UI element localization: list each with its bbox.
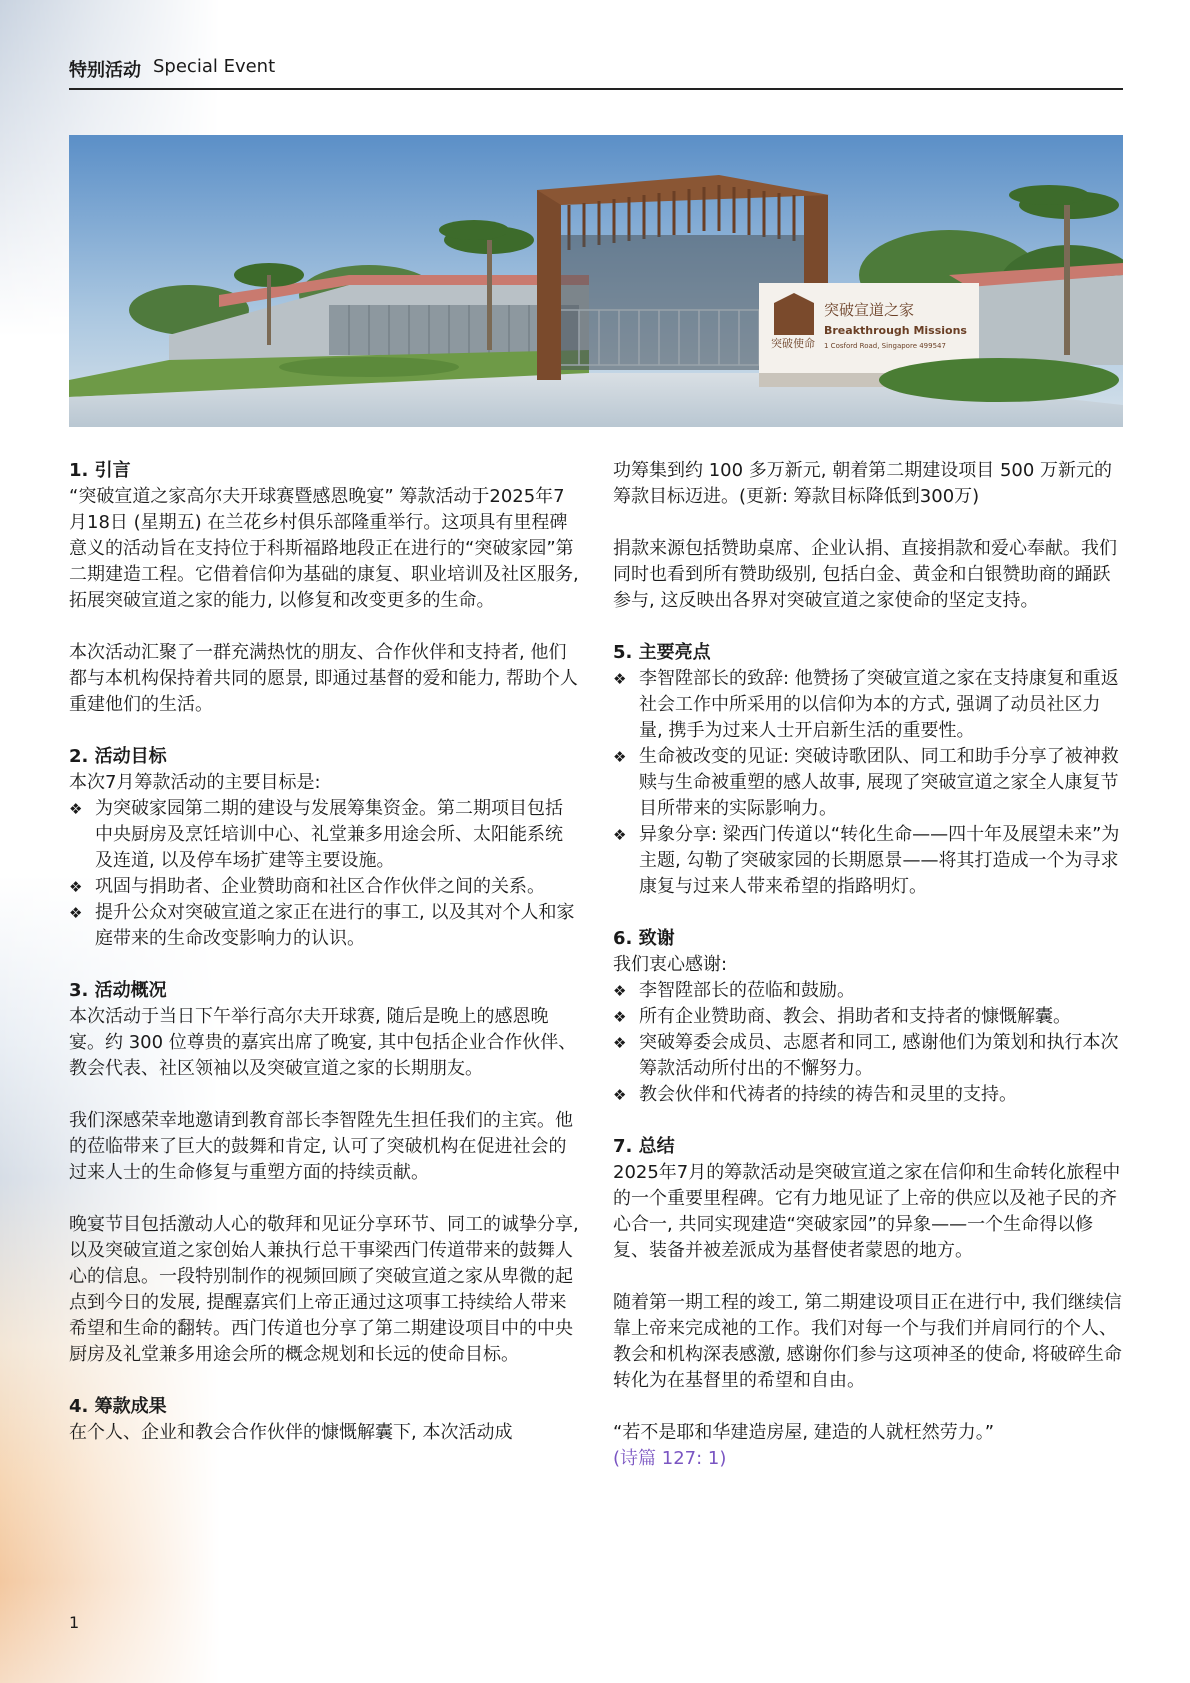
list-item [613,666,1123,744]
list-item [69,796,579,874]
section-1-paragraph-2: 本次活动汇聚了一群充满热忱的朋友、合作伙伴和支持者, 他们都与本机构保持着共同的愿景, 即通过基督的爱和能力, 帮助个人重建他们的生活。 [69,642,578,715]
section-6-intro: 我们衷心感谢: [613,954,728,975]
section-3-paragraph-3: 晚宴节目包括激动人心的敬拜和见证分享环节、同工的诚挚分享, 以及突破宣道之家创始人兼执行总干事梁西门传道带来的鼓舞人心的信息。一段特别制作的视频回顾了突破宣道之家从卑微的起点到今日的发展, 提醒嘉宾们上帝正通过这项事工持续给人带来希望和生命的翻转。西门传道也分享了第二期建设项目中的中央厨房及礼堂兼多用途会所的概念规划和长远的使命目标。 [69,1214,579,1365]
section-1-title: 1. 引言 [69,460,131,481]
diamond-bullet-icon: ❖ [613,982,627,1000]
list-item-text: 所有企业赞助商、教会、捐助者和支持者的慷慨解囊。 [639,1006,1071,1027]
diamond-bullet-icon: ❖ [613,1008,627,1026]
list-item [613,978,1123,1004]
sign-address: 1 Cosford Road, Singapore 499547 [824,342,946,350]
scripture-reference: (诗篇 127: 1) [613,1448,727,1469]
diamond-bullet-icon: ❖ [613,1086,627,1104]
building-rendering [69,135,1123,427]
diamond-bullet-icon: ❖ [613,748,627,766]
section-3-paragraph-2: 我们深感荣幸地邀请到教育部长李智陞先生担任我们的主宾。他的莅临带来了巨大的鼓舞和肯定, 认可了突破机构在促进社会的过来人士的生命修复与重塑方面的持续贡献。 [69,1110,573,1183]
list-item-text: 李智陞部长的莅临和鼓励。 [639,980,855,1001]
section-4-paragraph-1-continued: 功筹集到约 100 多万新元, 朝着第二期建设项目 500 万新元的筹款目标迈进。(更新: 筹款目标降低到300万) [613,460,1113,507]
section-7-paragraph-2: 随着第一期工程的竣工, 第二期建设项目正在进行中, 我们继续信靠上帝来完成祂的工作。我们对每一个与我们并肩同行的个人、教会和机构深表感激, 感谢你们参与这项神圣的使命, 将破碎生命转化为在基督里的希望和自由。 [613,1292,1122,1391]
list-item-text: 为突破家园第二期的建设与发展筹集资金。第二期项目包括中央厨房及烹饪培训中心、礼堂兼多用途会所、太阳能系统及连道, 以及停车场扩建等主要设施。 [95,798,563,871]
list-item-text: 提升公众对突破宣道之家正在进行的事工, 以及其对个人和家庭带来的生命改变影响力的认识。 [95,902,575,949]
section-3-paragraph-1: 本次活动于当日下午举行高尔夫开球赛, 随后是晚上的感恩晚宴。约 300 位尊贵的嘉宾出席了晚宴, 其中包括企业合作伙伴、教会代表、社区领袖以及突破宣道之家的长期朋友。 [69,1006,577,1079]
list-item-text: 生命被改变的见证: 突破诗歌团队、同工和助手分享了被神救赎与生命被重塑的感人故事, 展现了突破宣道之家全人康复节目所带来的实际影响力。 [639,746,1119,819]
diamond-bullet-icon: ❖ [69,878,83,896]
page-number: 1 [69,1613,80,1632]
section-2-intro: 本次7月筹款活动的主要目标是: [69,772,321,793]
section-4-paragraph-2: 捐款来源包括赞助桌席、企业认捐、直接捐款和爱心奉献。我们同时也看到所有赞助级别, 包括白金、黄金和白银赞助商的踊跃参与, 这反映出各界对突破宣道之家使命的坚定支持。 [613,538,1117,611]
page-header [69,56,1123,90]
section-5-title: 5. 主要亮点 [613,642,711,663]
header-title-cn: 特别活动 [69,60,141,81]
section-7-paragraph-1: 2025年7月的筹款活动是突破宣道之家在信仰和生命转化旅程中的一个重要里程碑。它有力地见证了上帝的供应以及祂子民的齐心合一, 共同实现建造“突破家园”的异象——一个生命得以修复、装备并被差派成为基督使者蒙恩的地方。 [613,1162,1121,1261]
diamond-bullet-icon: ❖ [69,800,83,818]
list-item-text: 突破筹委会成员、志愿者和同工, 感谢他们为策划和执行本次筹款活动所付出的不懈努力。 [639,1032,1119,1079]
list-item-text: 教会伙伴和代祷者的持续的祷告和灵里的支持。 [639,1084,1017,1105]
section-7-title: 7. 总结 [613,1136,675,1157]
diamond-bullet-icon: ❖ [613,670,627,688]
list-item [69,900,579,952]
sign-title-cn: 突破宣道之家 [824,301,915,319]
scripture-quote: “若不是耶和华建造房屋, 建造的人就枉然劳力。” [613,1422,995,1443]
diamond-bullet-icon: ❖ [613,826,627,844]
header-title-en: Special Event [153,56,276,77]
list-item-text: 巩固与捐助者、企业赞助商和社区合作伙伴之间的关系。 [95,876,545,897]
hero-image [69,135,1123,427]
sign-logo-text: 突破使命 [771,337,815,350]
section-4-paragraph-1: 在个人、企业和教会合作伙伴的慷慨解囊下, 本次活动成 [69,1422,513,1443]
list-item [613,1082,1123,1108]
section-4-title: 4. 筹款成果 [69,1396,167,1417]
right-column [613,458,1123,1472]
list-item [613,822,1123,900]
list-item-text: 异象分享: 梁西门传道以“转化生命——四十年及展望未来”为主题, 勾勒了突破家园的长期愿景——将其打造成一个为寻求康复与过来人带来希望的指路明灯。 [639,824,1120,897]
section-6-title: 6. 致谢 [613,928,675,949]
section-2-title: 2. 活动目标 [69,746,167,767]
left-column [69,458,579,1446]
list-item [613,1030,1123,1082]
diamond-bullet-icon: ❖ [613,1034,627,1052]
section-3-title: 3. 活动概况 [69,980,167,1001]
list-item-text: 李智陞部长的致辞: 他赞扬了突破宣道之家在支持康复和重返社会工作中所采用的以信仰为本的方式, 强调了动员社区力量, 携手为过来人士开启新生活的重要性。 [639,668,1119,741]
list-item [613,744,1123,822]
section-1-paragraph-1: “突破宣道之家高尔夫开球赛暨感恩晚宴” 筹款活动于2025年7月18日 (星期五) 在兰花乡村俱乐部隆重举行。这项具有里程碑意义的活动旨在支持位于科斯福路地段正在进行的“突破家园”第二期建造工程。它借着信仰为基础的康复、职业培训及社区服务, 拓展突破宣道之家的能力, 以修复和改变更多的生命。 [69,486,579,611]
list-item [69,874,579,900]
sign-title-en: Breakthrough Missions [824,324,967,337]
diamond-bullet-icon: ❖ [69,904,83,922]
list-item [613,1004,1123,1030]
